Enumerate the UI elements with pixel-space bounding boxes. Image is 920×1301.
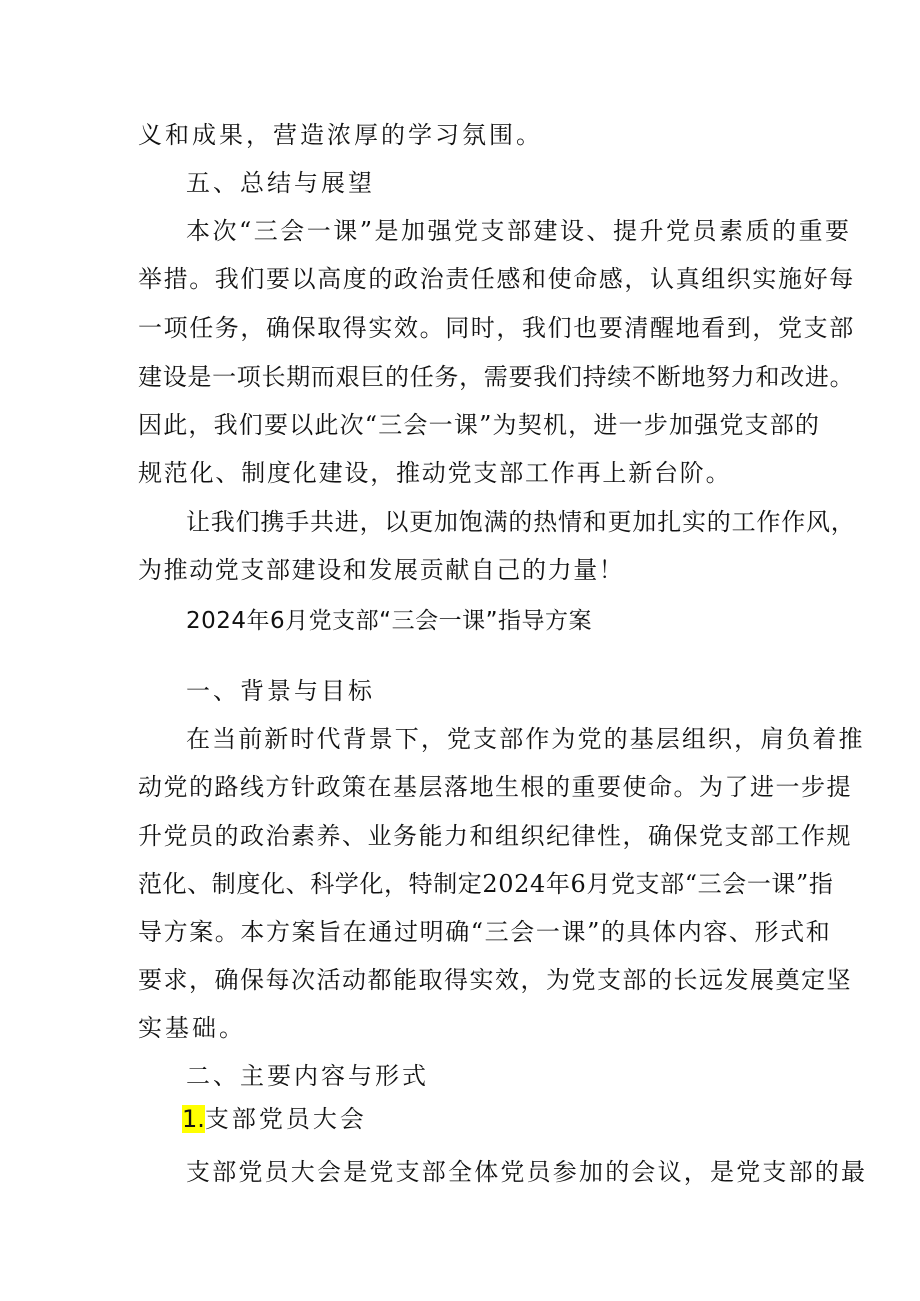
list-item-1 [182, 1104, 367, 1134]
paragraph-line: 升党员的政治素养、业务能力和组织纪律性，确保党支部工作规 [138, 822, 852, 850]
section-heading-5: 五、总结与展望 [186, 169, 375, 197]
paragraph-line: 让我们携手共进，以更加饱满的热情和更加扎实的工作作风， [186, 508, 856, 536]
paragraph-line: 动党的路线方针政策在基层落地生根的重要使命。为了进一步提 [138, 773, 852, 801]
document-title: 2024年6月党支部“三会一课”指导方案 [186, 608, 592, 634]
paragraph-line: 因此，我们要以此次“三会一课”为契机，进一步加强党支部的 [138, 411, 821, 439]
list-item-number: 1. [182, 1105, 205, 1133]
paragraph-line: 在当前新时代背景下，党支部作为党的基层组织，肩负着推 [186, 725, 865, 753]
paragraph-line: 要求，确保每次活动都能取得实效，为党支部的长远发展奠定坚 [138, 966, 852, 994]
paragraph-line: 建设是一项长期而艰巨的任务，需要我们持续不断地努力和改进。 [138, 363, 855, 391]
paragraph-line: 范化、制度化、科学化，特制定2024年6月党支部“三会一课”指 [138, 870, 834, 898]
paragraph-line: 本次“三会一课”是加强党支部建设、提升党员素质的重要 [186, 217, 852, 245]
section-heading-2: 二、主要内容与形式 [186, 1062, 429, 1090]
section-heading-1: 一、背景与目标 [186, 677, 375, 705]
paragraph-line: 支部党员大会是党支部全体党员参加的会议，是党支部的最 [186, 1158, 868, 1186]
paragraph-line: 举措。我们要以高度的政治责任感和使命感，认真组织实施好每 [138, 265, 855, 293]
paragraph-line: 导方案。本方案旨在通过明确“三会一课”的具体内容、形式和 [138, 918, 832, 946]
paragraph-line: 实基础。 [138, 1014, 246, 1042]
paragraph-line: 为推动党支部建设和发展贡献自己的力量！ [138, 556, 625, 584]
paragraph-line: 一项任务，确保取得实效。同时，我们也要清醒地看到，党支部 [138, 314, 855, 342]
list-item-label: 支部党员大会 [204, 1105, 367, 1133]
paragraph-line: 规范化、制度化建设，推动党支部工作再上新台阶。 [138, 459, 732, 487]
paragraph-line: 义和成果，营造浓厚的学习氛围。 [138, 121, 543, 149]
